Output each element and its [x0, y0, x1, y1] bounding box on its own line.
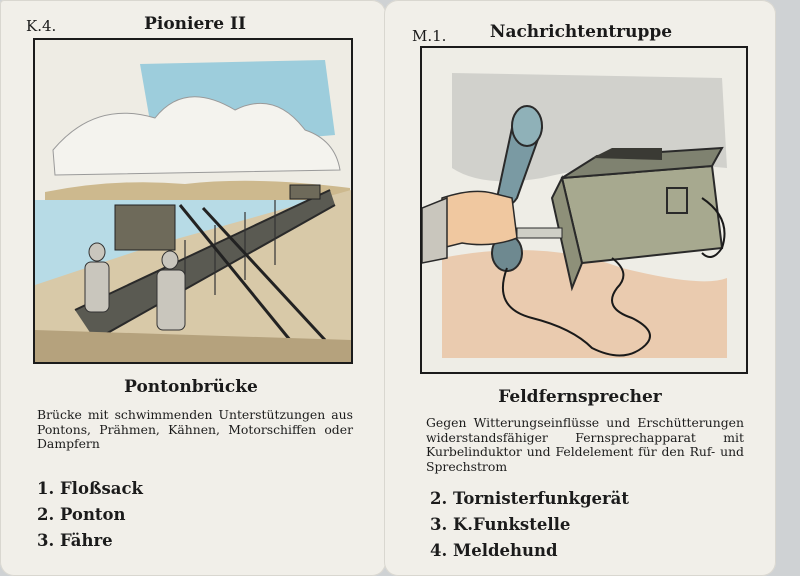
card-category-title: Pioniere II: [144, 14, 246, 34]
card-description: Gegen Witterungseinflüsse und Erschütterungen widerstandsfähiger Fernsprechapparat mit Kurbelinduktor und Feldelement für den Ruf- und Sprechstrom: [426, 415, 744, 474]
card-subject-name: Feldfernsprecher: [498, 387, 662, 407]
pontoon-bridge-illustration: [33, 38, 353, 364]
card-code: K.4.: [26, 17, 57, 35]
list-item: 1. Floßsack: [37, 479, 143, 498]
list-item: 4. Meldehund: [430, 541, 558, 560]
list-item: 3. K.Funkstelle: [430, 515, 571, 534]
card-subject-name: Pontonbrücke: [124, 377, 258, 397]
related-cards-list: [430, 486, 629, 564]
list-item: 3. Fähre: [37, 531, 113, 550]
field-telephone-illustration: [420, 46, 748, 374]
card-category-title: Nachrichtentruppe: [489, 22, 673, 42]
related-cards-list: [37, 476, 143, 554]
list-item: 2. Ponton: [37, 505, 126, 524]
card-feldfernsprecher: [384, 0, 776, 576]
card-code: M.1.: [412, 27, 447, 45]
list-item: 2. Tornisterfunkgerät: [430, 489, 629, 508]
card-description: Brücke mit schwimmenden Unterstützungen aus Pontons, Prähmen, Kähnen, Motorschiffen oder Dampfern: [37, 407, 353, 451]
card-pontonbruecke: [0, 0, 386, 576]
